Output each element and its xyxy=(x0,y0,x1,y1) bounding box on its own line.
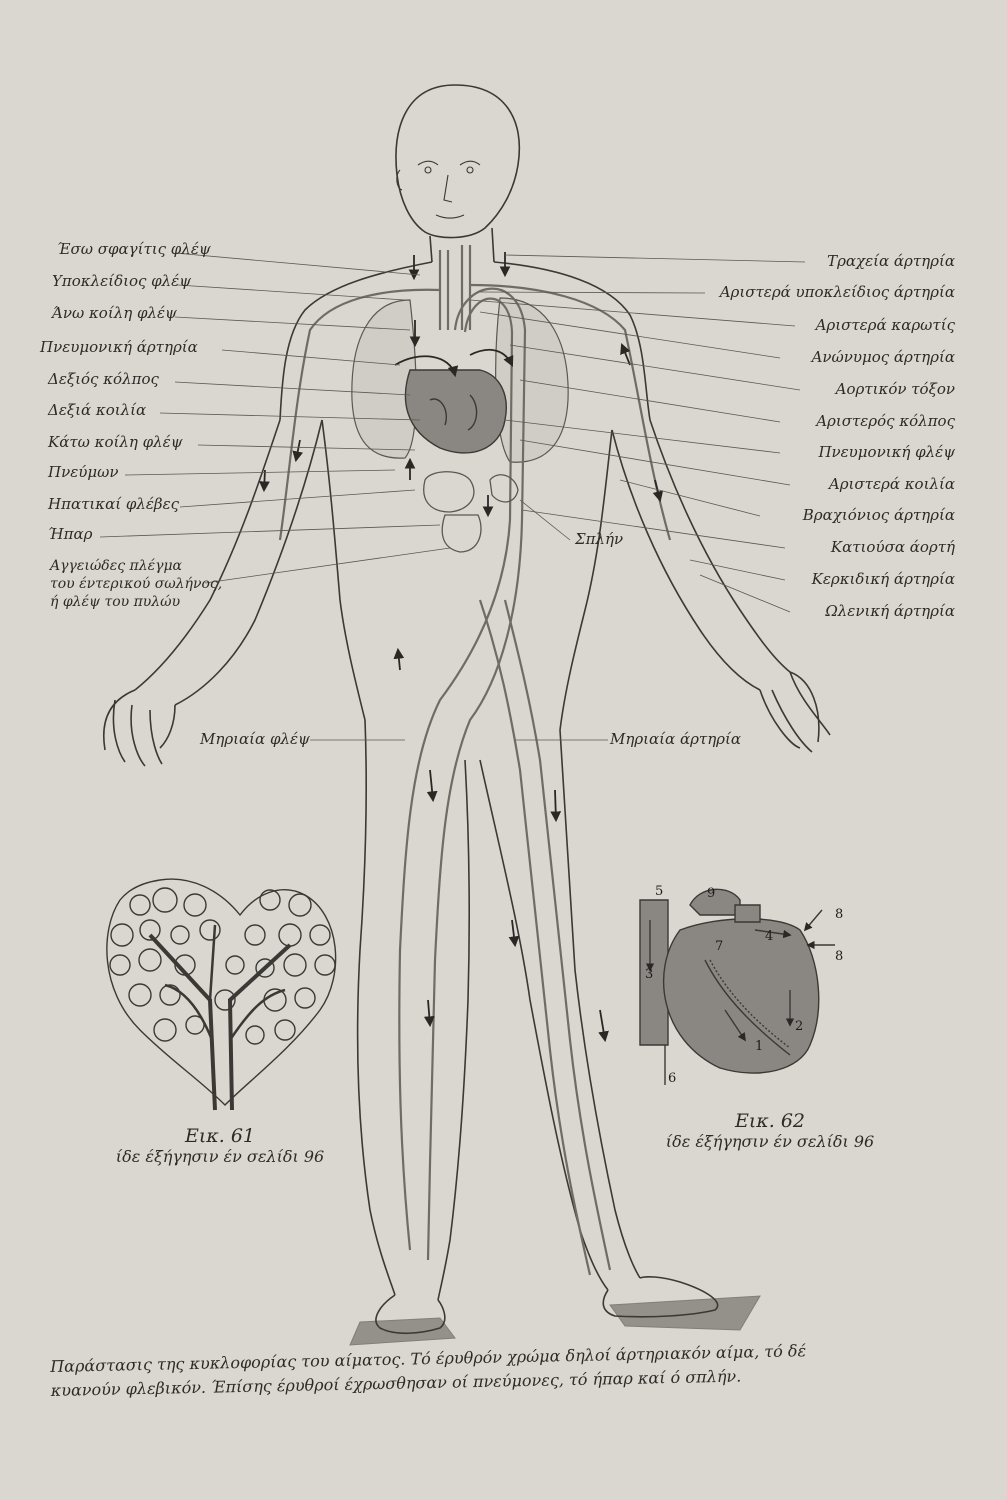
heart-number: 5 xyxy=(655,884,664,899)
heart-number: 2 xyxy=(795,1019,804,1034)
label-descending-aorta: Κατιούσα άορτή xyxy=(830,538,955,556)
label-left-atrium: Αριστερός κόλπος xyxy=(816,412,955,430)
heart-number: 6 xyxy=(668,1071,677,1086)
label-radial-artery: Κερκιδική άρτηρία xyxy=(811,570,955,588)
label-tracheal-artery: Τραχεία άρτηρία xyxy=(827,252,955,270)
heart xyxy=(405,370,506,453)
label-femoral-artery: Μηριαία άρτηρία xyxy=(610,730,742,748)
label-inferior-vena-cava: Κάτω κοίλη φλέψ xyxy=(48,433,183,451)
caption-line-1: Παράστασις της κυκλοφορίας του αίματος. Τό έρυθρόν χρώμα δηλοί άρτηριακόν αίμα, τό δέ xyxy=(50,1341,807,1376)
fig61-reference: ίδε έξήγησιν έν σελίδι 96 xyxy=(115,1147,325,1166)
heart-number: 4 xyxy=(765,929,774,944)
label-portal-vein: ή φλέψ του πυλώυ xyxy=(50,594,181,610)
fig62-title: Εικ. 62 xyxy=(734,1110,806,1132)
label-subclavian-vein: Υποκλείδιος φλέψ xyxy=(52,272,191,290)
caption-line-2: κυανούν φλεβικόν. Έπίσης έρυθροί έχρωσθησαν οί πνεύμονες, τό ήπαρ καί ό σπλήν. xyxy=(50,1366,742,1400)
label-liver: Ήπαρ xyxy=(48,525,93,543)
label-hepatic-veins: Ηπατικαί φλέβες xyxy=(48,495,180,513)
label-intestinal-tube: του έντερικού σωλήνος, xyxy=(50,576,223,592)
ground-shadow xyxy=(350,1296,760,1345)
label-right-atrium: Δεξιός κόλπος xyxy=(48,370,159,388)
heart-number: 7 xyxy=(715,939,724,954)
label-left-ventricle: Αριστερά κοιλία xyxy=(828,475,955,493)
label-brachial-artery: Βραχιόνιος άρτηρία xyxy=(802,506,955,524)
fig62-reference: ίδε έξήγησιν έν σελίδι 96 xyxy=(665,1132,875,1151)
fig61-title: Εικ. 61 xyxy=(184,1125,256,1147)
label-femoral-vein: Μηριαία φλέψ xyxy=(200,730,310,748)
label-aortic-arch: Αορτικόν τόξον xyxy=(835,380,955,398)
label-superior-vena-cava: Άνω κοίλη φλέψ xyxy=(52,304,177,322)
capillary-network-figure xyxy=(107,879,336,1110)
label-internal-jugular-vein: Έσω σφαγίτις φλέψ xyxy=(57,240,211,258)
fig62-caption xyxy=(620,1110,920,1151)
abdominal-organs xyxy=(424,472,518,552)
label-lung: Πνεύμων xyxy=(48,463,119,481)
label-pulmonary-artery: Πνευμονική άρτηρία xyxy=(40,338,198,356)
label-ulnar-artery: Ωλενική άρτηρία xyxy=(825,602,955,620)
heart-number: 3 xyxy=(645,967,654,982)
heart-number: 9 xyxy=(707,886,716,901)
label-left-subclavian-artery: Αριστερά υποκλείδιος άρτηρία xyxy=(719,283,955,301)
heart-number: 8 xyxy=(835,949,844,964)
heart-section-figure xyxy=(640,889,835,1085)
label-right-ventricle: Δεξιά κοιλία xyxy=(48,401,147,419)
label-spleen: Σπλήν xyxy=(575,530,624,548)
label-vascular-plexus: Αγγειώδες πλέγμα xyxy=(50,558,183,574)
fig61-caption xyxy=(70,1125,370,1166)
label-innominate-artery: Ανώνυμος άρτηρία xyxy=(811,348,955,366)
label-left-carotid: Αριστερά καρωτίς xyxy=(815,316,955,334)
heart-number: 1 xyxy=(755,1039,764,1054)
heart-number: 8 xyxy=(835,907,844,922)
face-details xyxy=(397,161,480,218)
label-pulmonary-vein: Πνευμονική φλέψ xyxy=(818,443,955,461)
